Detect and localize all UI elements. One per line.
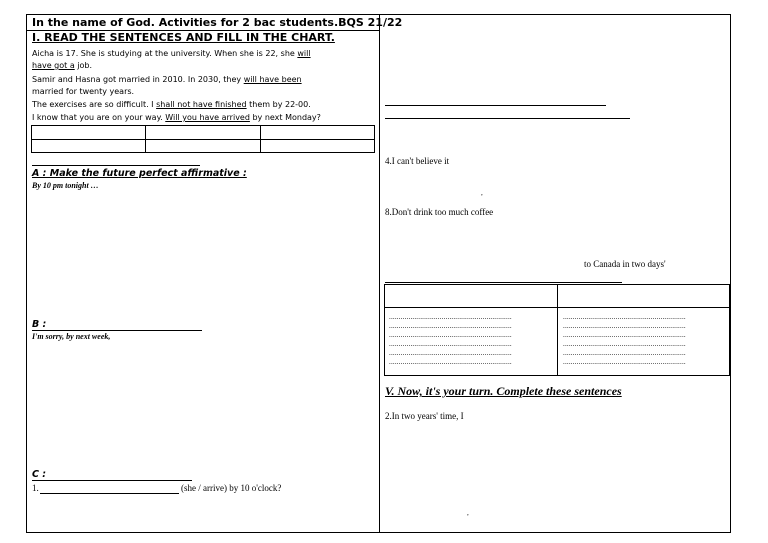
section1-heading: I. READ THE SENTENCES AND FILL IN THE CHART. bbox=[32, 31, 335, 44]
exercise-a-prompt: By 10 pm tonight … bbox=[32, 181, 99, 190]
exercise-c-item-1-number: 1. bbox=[32, 483, 39, 493]
section5-heading: V. Now, it's your turn. Complete these sentences bbox=[385, 384, 622, 398]
dotted-lines-left: ............................................................... ............................................................... ............................................................... ............................................................... ............................................................... ............................................................... bbox=[389, 313, 512, 366]
reading-line-3: Samir and Hasna got married in 2010. In 2030, they will have been bbox=[32, 75, 302, 84]
chart-cell[interactable] bbox=[146, 126, 260, 140]
chart-cell[interactable] bbox=[146, 139, 260, 153]
answer-blank[interactable] bbox=[40, 493, 179, 494]
item-8: 8.Don't drink too much coffee bbox=[385, 207, 494, 217]
stray-comma: , bbox=[481, 189, 483, 197]
canada-text: to Canada in two days' bbox=[584, 259, 666, 269]
stray-comma: , bbox=[467, 509, 469, 517]
answer-line bbox=[385, 105, 606, 106]
answer-line bbox=[32, 165, 200, 166]
exercise-b-prompt: I'm sorry, by next week, bbox=[32, 332, 111, 341]
exercise-c-heading: C : bbox=[32, 469, 47, 480]
chart-cell[interactable] bbox=[32, 126, 146, 140]
reading-chart-table bbox=[31, 125, 375, 153]
reading-line-1: Aicha is 17. She is studying at the university. When she is 22, she will bbox=[32, 49, 311, 58]
answer-line bbox=[385, 282, 622, 283]
answer-line bbox=[32, 480, 192, 481]
reading-line-5: The exercises are so difficult. I shall not have finished them by 22-00. bbox=[32, 100, 311, 109]
answer-line bbox=[385, 118, 630, 119]
worksheet-page bbox=[26, 14, 731, 533]
column-divider bbox=[379, 15, 380, 532]
item-4: 4.I can't believe it bbox=[385, 156, 450, 166]
reading-line-6: I know that you are on your way. Will you have arrived by next Monday? bbox=[32, 113, 321, 122]
answer-cell[interactable] bbox=[385, 285, 558, 308]
reading-line-2: have got a job. bbox=[32, 61, 93, 70]
chart-cell[interactable] bbox=[260, 139, 374, 153]
answer-cell[interactable] bbox=[557, 285, 730, 308]
reading-line-4: married for twenty years. bbox=[32, 87, 135, 96]
page-title: In the name of God. Activities for 2 bac students.BQS 21/22 bbox=[32, 16, 403, 29]
exercise-a-heading: A : Make the future perfect affirmative : bbox=[32, 168, 247, 179]
chart-cell[interactable] bbox=[32, 139, 146, 153]
exercise-b-heading: B : bbox=[32, 319, 47, 330]
exercise-c-item-1-hint: (she / arrive) by 10 o'clock? bbox=[181, 483, 282, 493]
dotted-lines-right: ............................................................... ............................................................... ............................................................... ............................................................... ............................................................... ............................................................... bbox=[563, 313, 686, 366]
answer-line bbox=[32, 330, 202, 331]
chart-cell[interactable] bbox=[260, 126, 374, 140]
item-2: 2.In two years' time, I bbox=[385, 411, 464, 421]
